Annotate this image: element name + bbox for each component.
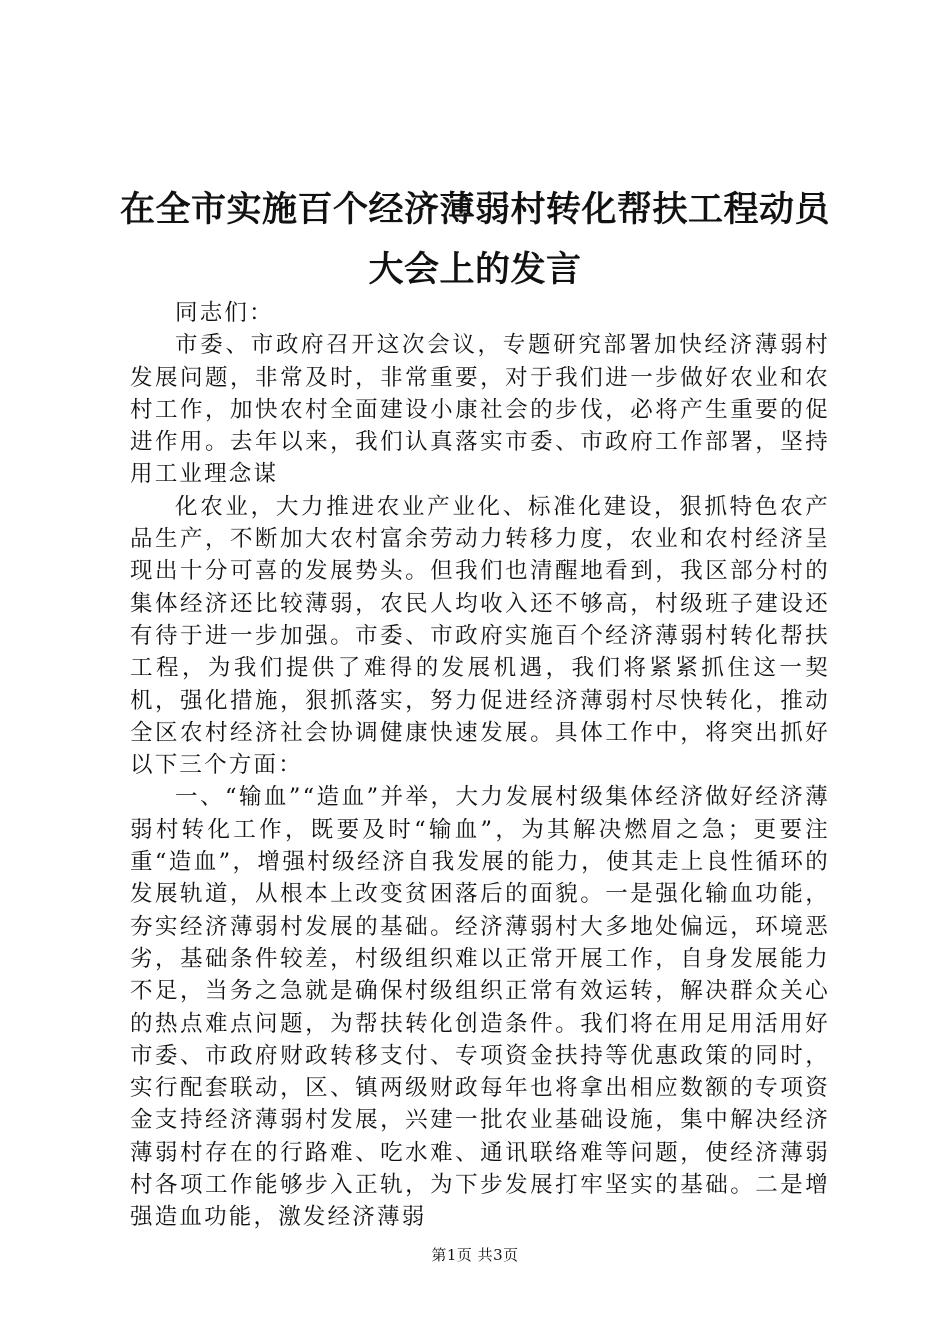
document-title-line1: 在全市实施百个经济薄弱村转化帮扶工程动员: [119, 190, 830, 230]
body-paragraph: 化农业，大力推进农业产业化、标准化建设，狠抓特色农产品生产，不断加大农村富余劳动力转移力度，农业和农村经济呈现出十分可喜的发展势头。但我们也清醒地看到，我区部分村的集体经济还比较薄弱，农民人均收入还不够高，村级班子建设还有待于进一步加强。市委、市政府实施百个经济薄弱村转化帮扶工程，为我们提供了难得的发展机遇，我们将紧紧抓住这一契机，强化措施，狠抓落实，努力促进经济薄弱村尽快转化，推动全区农村经济社会协调健康快速发展。具体工作中，将突出抓好以下三个方面：: [130, 493, 830, 779]
body-paragraph: 市委、市政府召开这次会议，专题研究部署加快经济薄弱村发展问题，非常及时，非常重要，对于我们进一步做好农业和农村工作，加快农村全面建设小康社会的步伐，必将产生重要的促进作用。去年以来，我们认真落实市委、市政府工作部署，坚持用工业理念谋: [130, 332, 830, 488]
document-title-line2: 大会上的发言: [368, 250, 582, 290]
body-paragraph: 一、“输血”“造血”并举，大力发展村级集体经济做好经济薄弱村转化工作，既要及时“输血”，为其解决燃眉之急；更要注重“造血”，增强村级经济自我发展的能力，使其走上良性循环的发展轨道，从根本上改变贫困落后的面貌。一是强化输血功能，夯实经济薄弱村发展的基础。经济薄弱村大多地处偏远，环境恶劣，基础条件较差，村级组织难以正常开展工作，自身发展能力不足，当务之急就是确保村级组织正常有效运转，解决群众关心的热点难点问题，为帮扶转化创造条件。我们将在用足用活用好市委、市政府财政转移支付、专项资金扶持等优惠政策的同时，实行配套联动，区、镇两级财政每年也将拿出相应数额的专项资金支持经济薄弱村发展，兴建一批农业基础设施，集中解决经济薄弱村存在的行路难、吃水难、通讯联络难等问题，使经济薄弱村各项工作能够步入正轨，为下步发展打牢坚实的基础。二是增强造血功能，激发经济薄弱: [130, 784, 830, 1231]
document-body: [130, 297, 830, 1234]
salutation: 同志们：: [175, 300, 274, 326]
page-number-footer: 第1页 共3页: [431, 1246, 519, 1264]
